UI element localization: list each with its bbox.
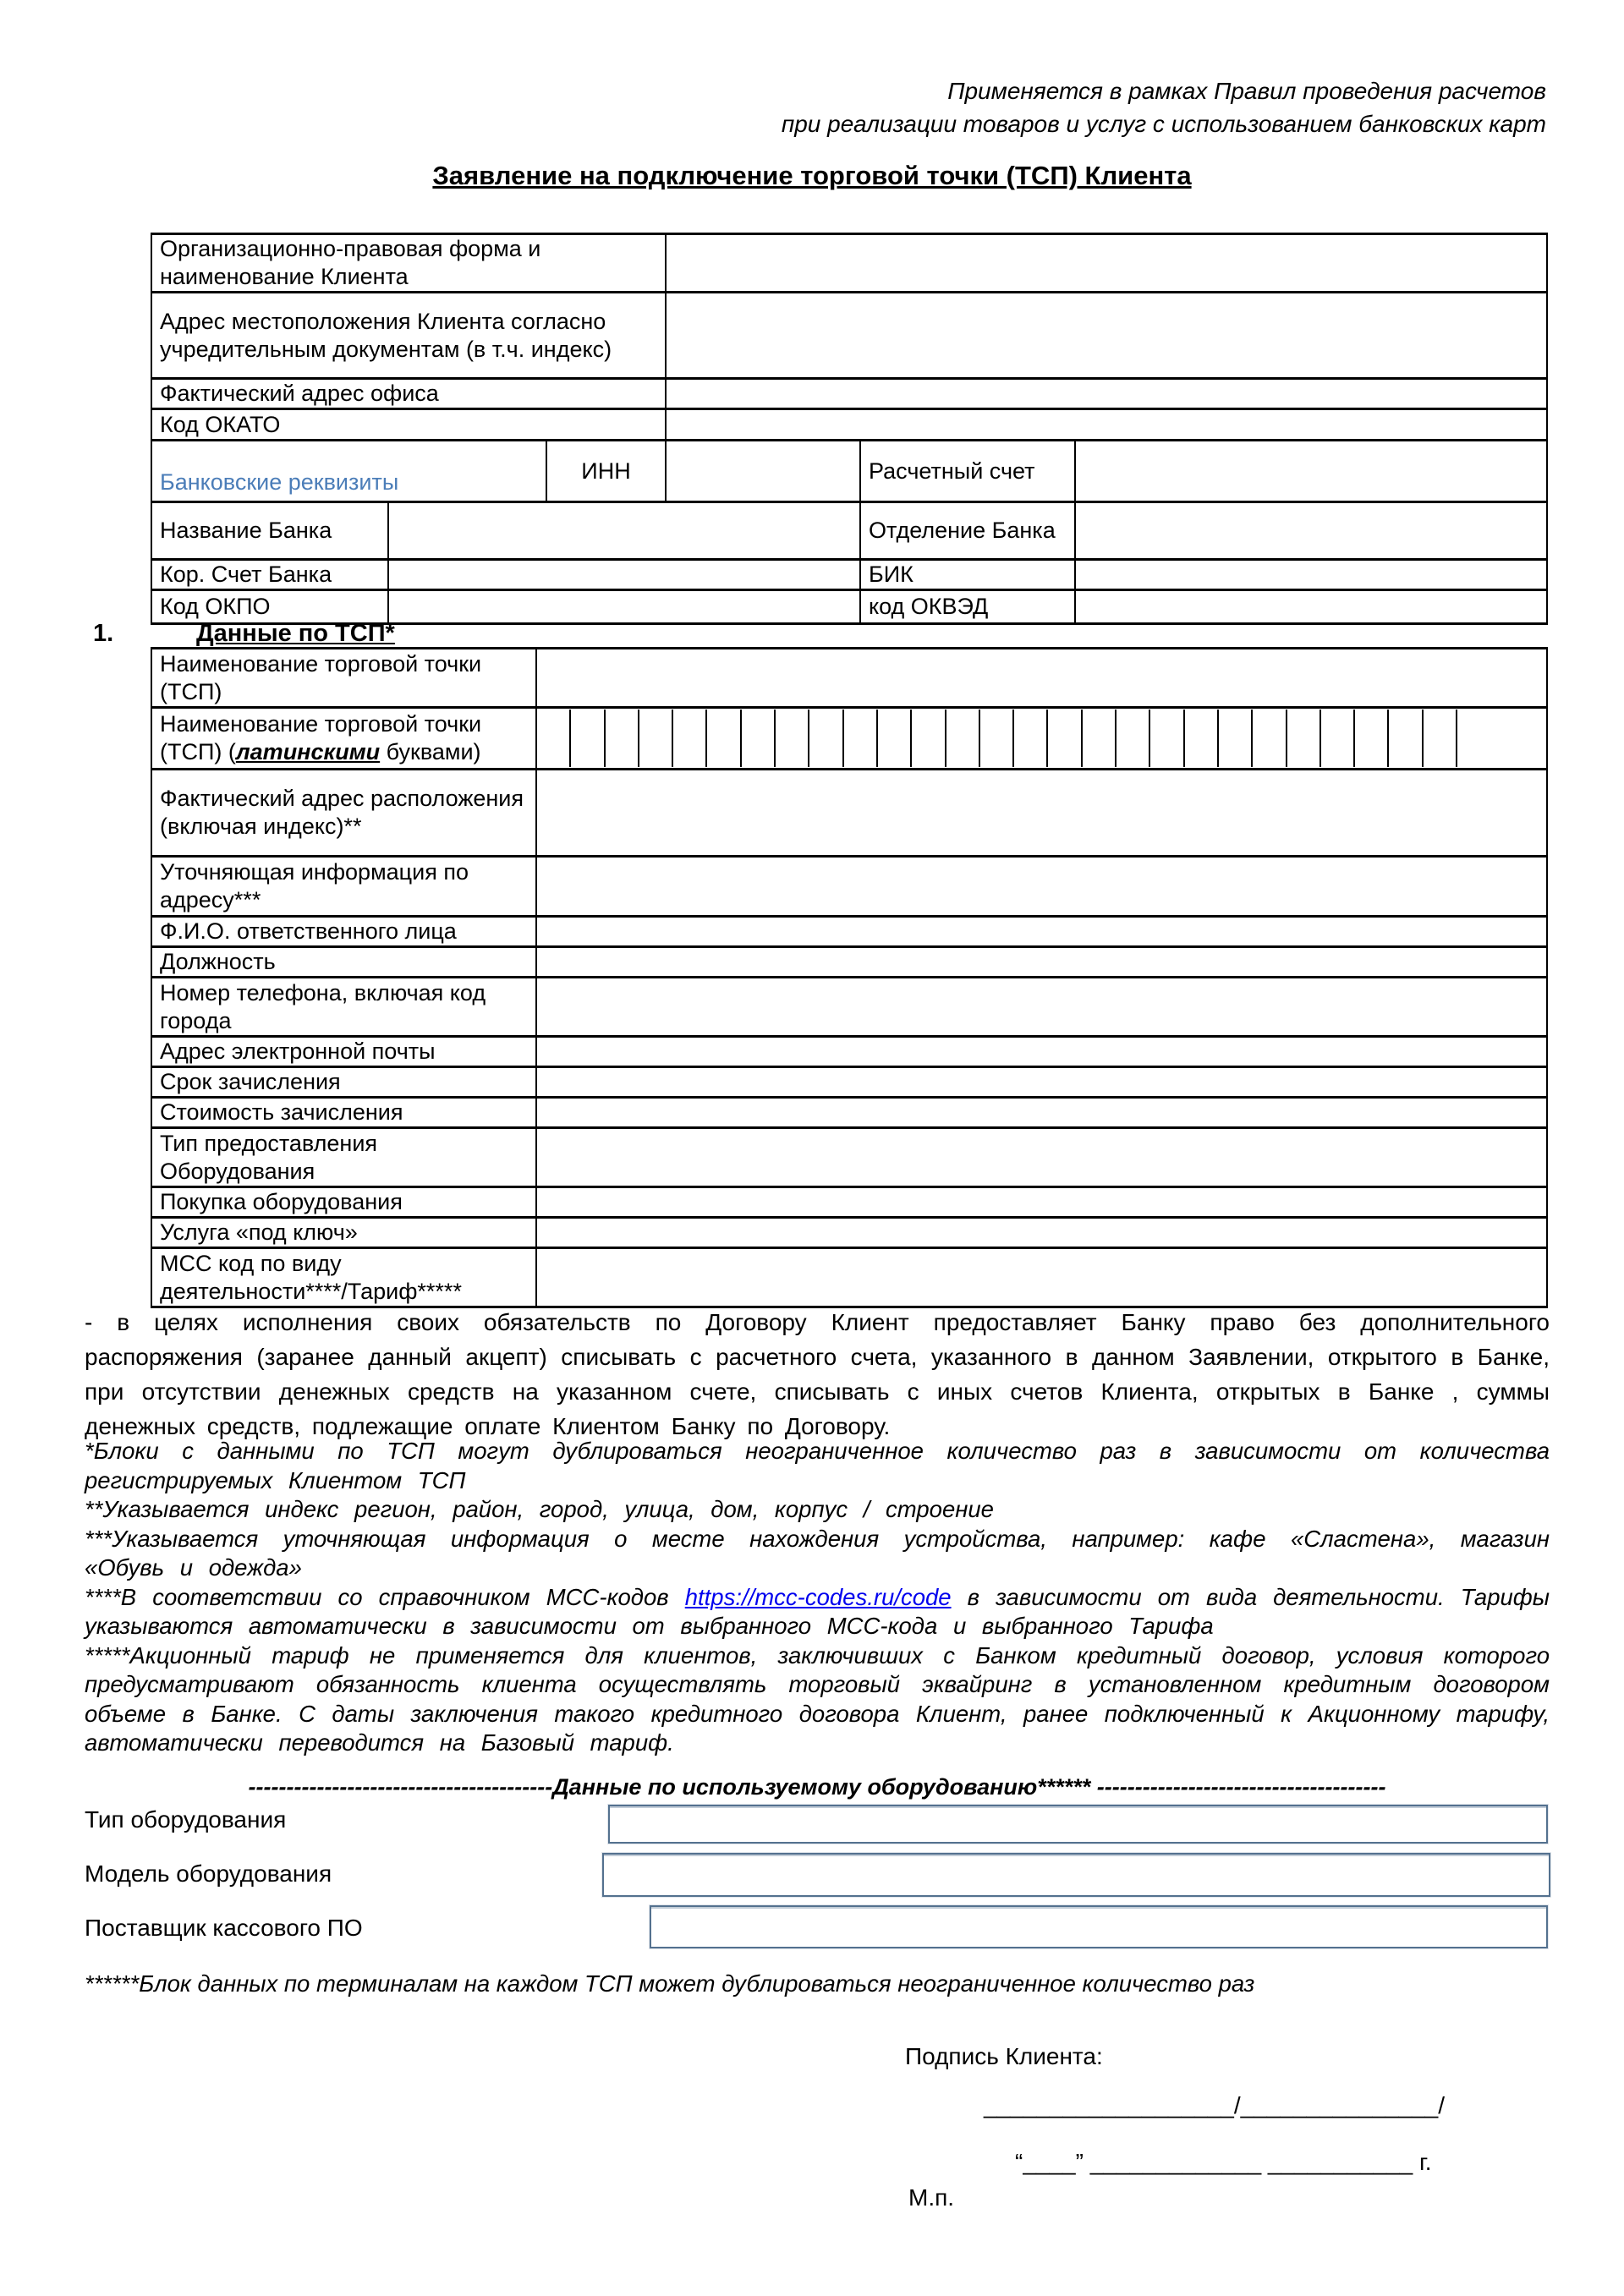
latin-char-box[interactable] [1389, 710, 1423, 767]
tsp-address-label: Фактический адрес расположения (включая индекс)** [151, 770, 536, 857]
footnote-mcc [85, 1583, 1550, 1641]
latin-char-box[interactable] [1424, 710, 1457, 767]
latin-char-box[interactable] [707, 710, 741, 767]
form-title [0, 161, 1624, 191]
footnote-mcc-suffix: в зависимости от вида деятельности. Тарифы указываются автоматически в зависимости от выбранного МСС-кода и выбранного Тарифа [85, 1583, 1550, 1639]
latin-char-box[interactable] [1185, 710, 1219, 767]
office-address-value-cell[interactable] [666, 379, 1547, 409]
equipment-model-field[interactable] [602, 1853, 1550, 1897]
tsp-purchase-value-cell[interactable] [536, 1187, 1547, 1218]
latin-char-box[interactable] [571, 710, 605, 767]
bank-branch-label: Отделение Банка [860, 502, 1075, 560]
latin-char-box[interactable] [1014, 710, 1048, 767]
equipment-section-heading [85, 1774, 1550, 1800]
tsp-cost-label: Стоимость зачисления [151, 1098, 536, 1128]
pos-software-vendor-field[interactable] [650, 1905, 1548, 1948]
tsp-term-value-cell[interactable] [536, 1067, 1547, 1098]
signature-date-line: “____” _____________ ___________ г. [1015, 2149, 1432, 2175]
latin-char-box[interactable] [537, 710, 571, 767]
latin-char-box[interactable] [1355, 710, 1389, 767]
equipment-type-label: Тип оборудования [85, 1806, 287, 1833]
latin-char-box[interactable] [742, 710, 776, 767]
client-address-value-cell[interactable] [666, 293, 1547, 379]
client-signature-line: ___________________/_______________/ [984, 2092, 1446, 2118]
acceptance-clause: - в целях исполнения своих обязательств по Договору Клиент предоставляет Банку право без дополнительного распоряжения (заранее данный акцепт) списывать с расчетного счета, указанного в данном Заявлении, открытого в Банке, при отсутствии денежных средств на указанном счете, списывать с иных счетов Клиента, открытых в Банке , суммы денежных средств, подлежащие оплате Клиентом Банку по Договору. [85, 1309, 1550, 1439]
tsp-fio-label: Ф.И.О. ответственного лица [151, 917, 536, 947]
usage-note-line2: при реализации товаров и услуг с использованием банковских карт [781, 111, 1546, 137]
tsp-address-value-cell[interactable] [536, 770, 1547, 857]
org-form-label: Организационно-правовая форма и наименование Клиента [151, 234, 666, 293]
footnote-promo-tariff: *****Акционный тариф не применяется для клиентов, заключивших с Банком кредитный договор, условия которого предусматривают обязанность клиента осуществлять торговый эквайринг в установленном кредитным договором объеме в Банке. С даты заключения такого кредитного договора Клиент, ранее подключенный к Акционному тарифу, автоматически переводится на Базовый тариф. [85, 1641, 1550, 1756]
tsp-name-value-cell[interactable] [536, 649, 1547, 708]
tsp-name-latin-value-cell [536, 708, 1547, 770]
latin-char-box[interactable] [980, 710, 1014, 767]
okpo-label: Код ОКПО [151, 590, 388, 624]
tsp-name-latin-emphasis: латинскими [235, 739, 381, 764]
tsp-email-value-cell[interactable] [536, 1037, 1547, 1067]
latin-char-box[interactable] [809, 710, 843, 767]
latin-name-char-boxes [537, 710, 1546, 767]
latin-char-box[interactable] [1287, 710, 1321, 767]
client-details-table [151, 233, 1548, 625]
bank-branch-value-cell[interactable] [1075, 502, 1547, 560]
tsp-cost-value-cell[interactable] [536, 1098, 1547, 1128]
latin-char-box[interactable] [1219, 710, 1253, 767]
latin-char-box[interactable] [1083, 710, 1116, 767]
tsp-position-value-cell[interactable] [536, 947, 1547, 978]
bank-name-label: Название Банка [151, 502, 388, 560]
inn-label: ИНН [546, 441, 666, 502]
tsp-term-label: Срок зачисления [151, 1067, 536, 1098]
bank-details-label: Банковские реквизиты [151, 441, 546, 502]
latin-char-box-wide[interactable] [1457, 710, 1546, 767]
tsp-mcc-value-cell[interactable] [536, 1248, 1547, 1307]
tsp-name-label: Наименование торговой точки (ТСП) [151, 649, 536, 708]
pos-software-vendor-label: Поставщик кассового ПО [85, 1915, 363, 1941]
footnote-location-info: ***Указывается уточняющая информация о месте нахождения устройства, например: кафе «Сластена», магазин «Обувь и одежда» [85, 1525, 1550, 1581]
tsp-section-number: 1. [93, 620, 114, 647]
footnote-mcc-prefix: ****В соответствии со справочником МСС-кодов [85, 1583, 685, 1610]
latin-char-box[interactable] [1253, 710, 1287, 767]
okved-label: код ОКВЭД [860, 590, 1075, 624]
org-form-value-cell[interactable] [666, 234, 1547, 293]
tsp-position-label: Должность [151, 947, 536, 978]
settlement-account-label: Расчетный счет [860, 441, 1075, 502]
latin-char-box[interactable] [844, 710, 878, 767]
mcc-codes-link[interactable]: https://mcc-codes.ru/code [684, 1583, 952, 1610]
tsp-address-info-label: Уточняющая информация по адресу*** [151, 857, 536, 917]
latin-char-box[interactable] [1048, 710, 1082, 767]
tsp-mcc-label: МСС код по виду деятельности****/Тариф***** [151, 1248, 536, 1307]
bank-name-value-cell[interactable] [388, 502, 860, 560]
tsp-data-table [151, 647, 1548, 1308]
okato-value-cell[interactable] [666, 409, 1547, 441]
tsp-turnkey-label: Услуга «под ключ» [151, 1218, 536, 1248]
latin-char-box[interactable] [912, 710, 946, 767]
tsp-equipment-type-label: Тип предоставления Оборудования [151, 1128, 536, 1187]
tsp-section-heading: Данные по ТСП* [196, 620, 395, 647]
bik-label: БИК [860, 560, 1075, 590]
tsp-name-latin-suffix: буквами) [380, 739, 481, 764]
tsp-equipment-type-value-cell[interactable] [536, 1128, 1547, 1187]
equipment-model-label: Модель оборудования [85, 1860, 332, 1887]
latin-char-box[interactable] [878, 710, 912, 767]
latin-char-box[interactable] [606, 710, 639, 767]
latin-char-box[interactable] [1116, 710, 1150, 767]
latin-char-box[interactable] [673, 710, 707, 767]
usage-note-line1: Применяется в рамках Правил проведения расчетов [947, 78, 1546, 104]
tsp-name-latin-prefix: Наименование торговой точки (ТСП) ( [160, 711, 482, 764]
corr-account-value-cell[interactable] [388, 560, 860, 590]
inn-value-cell[interactable] [666, 441, 860, 502]
latin-char-box[interactable] [1321, 710, 1355, 767]
latin-char-box[interactable] [776, 710, 809, 767]
tsp-phone-label: Номер телефона, включая код города [151, 978, 536, 1037]
form-title-text: Заявление на подключение торговой точки (ТСП) Клиента [432, 161, 1192, 190]
latin-char-box[interactable] [1150, 710, 1184, 767]
equipment-heading-dashes-right: -------------------------------------- [1090, 1774, 1386, 1800]
latin-char-box[interactable] [946, 710, 980, 767]
office-address-label: Фактический адрес офиса [151, 379, 666, 409]
client-signature-label: Подпись Клиента: [905, 2043, 1103, 2069]
tsp-fio-value-cell[interactable] [536, 917, 1547, 947]
tsp-phone-value-cell[interactable] [536, 978, 1547, 1037]
equipment-footnote: ******Блок данных по терминалам на каждом ТСП может дублироваться неограниченное количество раз [85, 1970, 1255, 1997]
bik-value-cell[interactable] [1075, 560, 1547, 590]
okato-label: Код ОКАТО [151, 409, 666, 441]
settlement-account-value-cell[interactable] [1075, 441, 1547, 502]
usage-note [531, 74, 1546, 140]
equipment-heading-text: Данные по используемому оборудованию****** [552, 1774, 1091, 1800]
tsp-address-info-value-cell[interactable] [536, 857, 1547, 917]
latin-char-box[interactable] [639, 710, 673, 767]
okpo-value-cell[interactable] [388, 590, 860, 624]
footnotes-block [85, 1437, 1550, 1758]
tsp-email-label: Адрес электронной почты [151, 1037, 536, 1067]
tsp-turnkey-value-cell[interactable] [536, 1218, 1547, 1248]
corr-account-label: Кор. Счет Банка [151, 560, 388, 590]
tsp-purchase-label: Покупка оборудования [151, 1187, 536, 1218]
footnote-address-format: **Указывается индекс регион, район, город, улица, дом, корпус / строение [85, 1496, 994, 1522]
equipment-type-field[interactable] [608, 1805, 1548, 1844]
equipment-heading-dashes-left: ---------------------------------------- [248, 1774, 553, 1800]
tsp-name-latin-label [151, 708, 536, 770]
client-address-label: Адрес местоположения Клиента согласно учредительным документам (в т.ч. индекс) [151, 293, 666, 379]
footnote-tsp-blocks: *Блоки с данными по ТСП могут дублироваться неограниченное количество раз в зависимости от количества регистрируемых Клиентом ТСП [85, 1438, 1550, 1493]
stamp-placeholder-label: М.п. [908, 2184, 955, 2211]
okved-value-cell[interactable] [1075, 590, 1547, 624]
